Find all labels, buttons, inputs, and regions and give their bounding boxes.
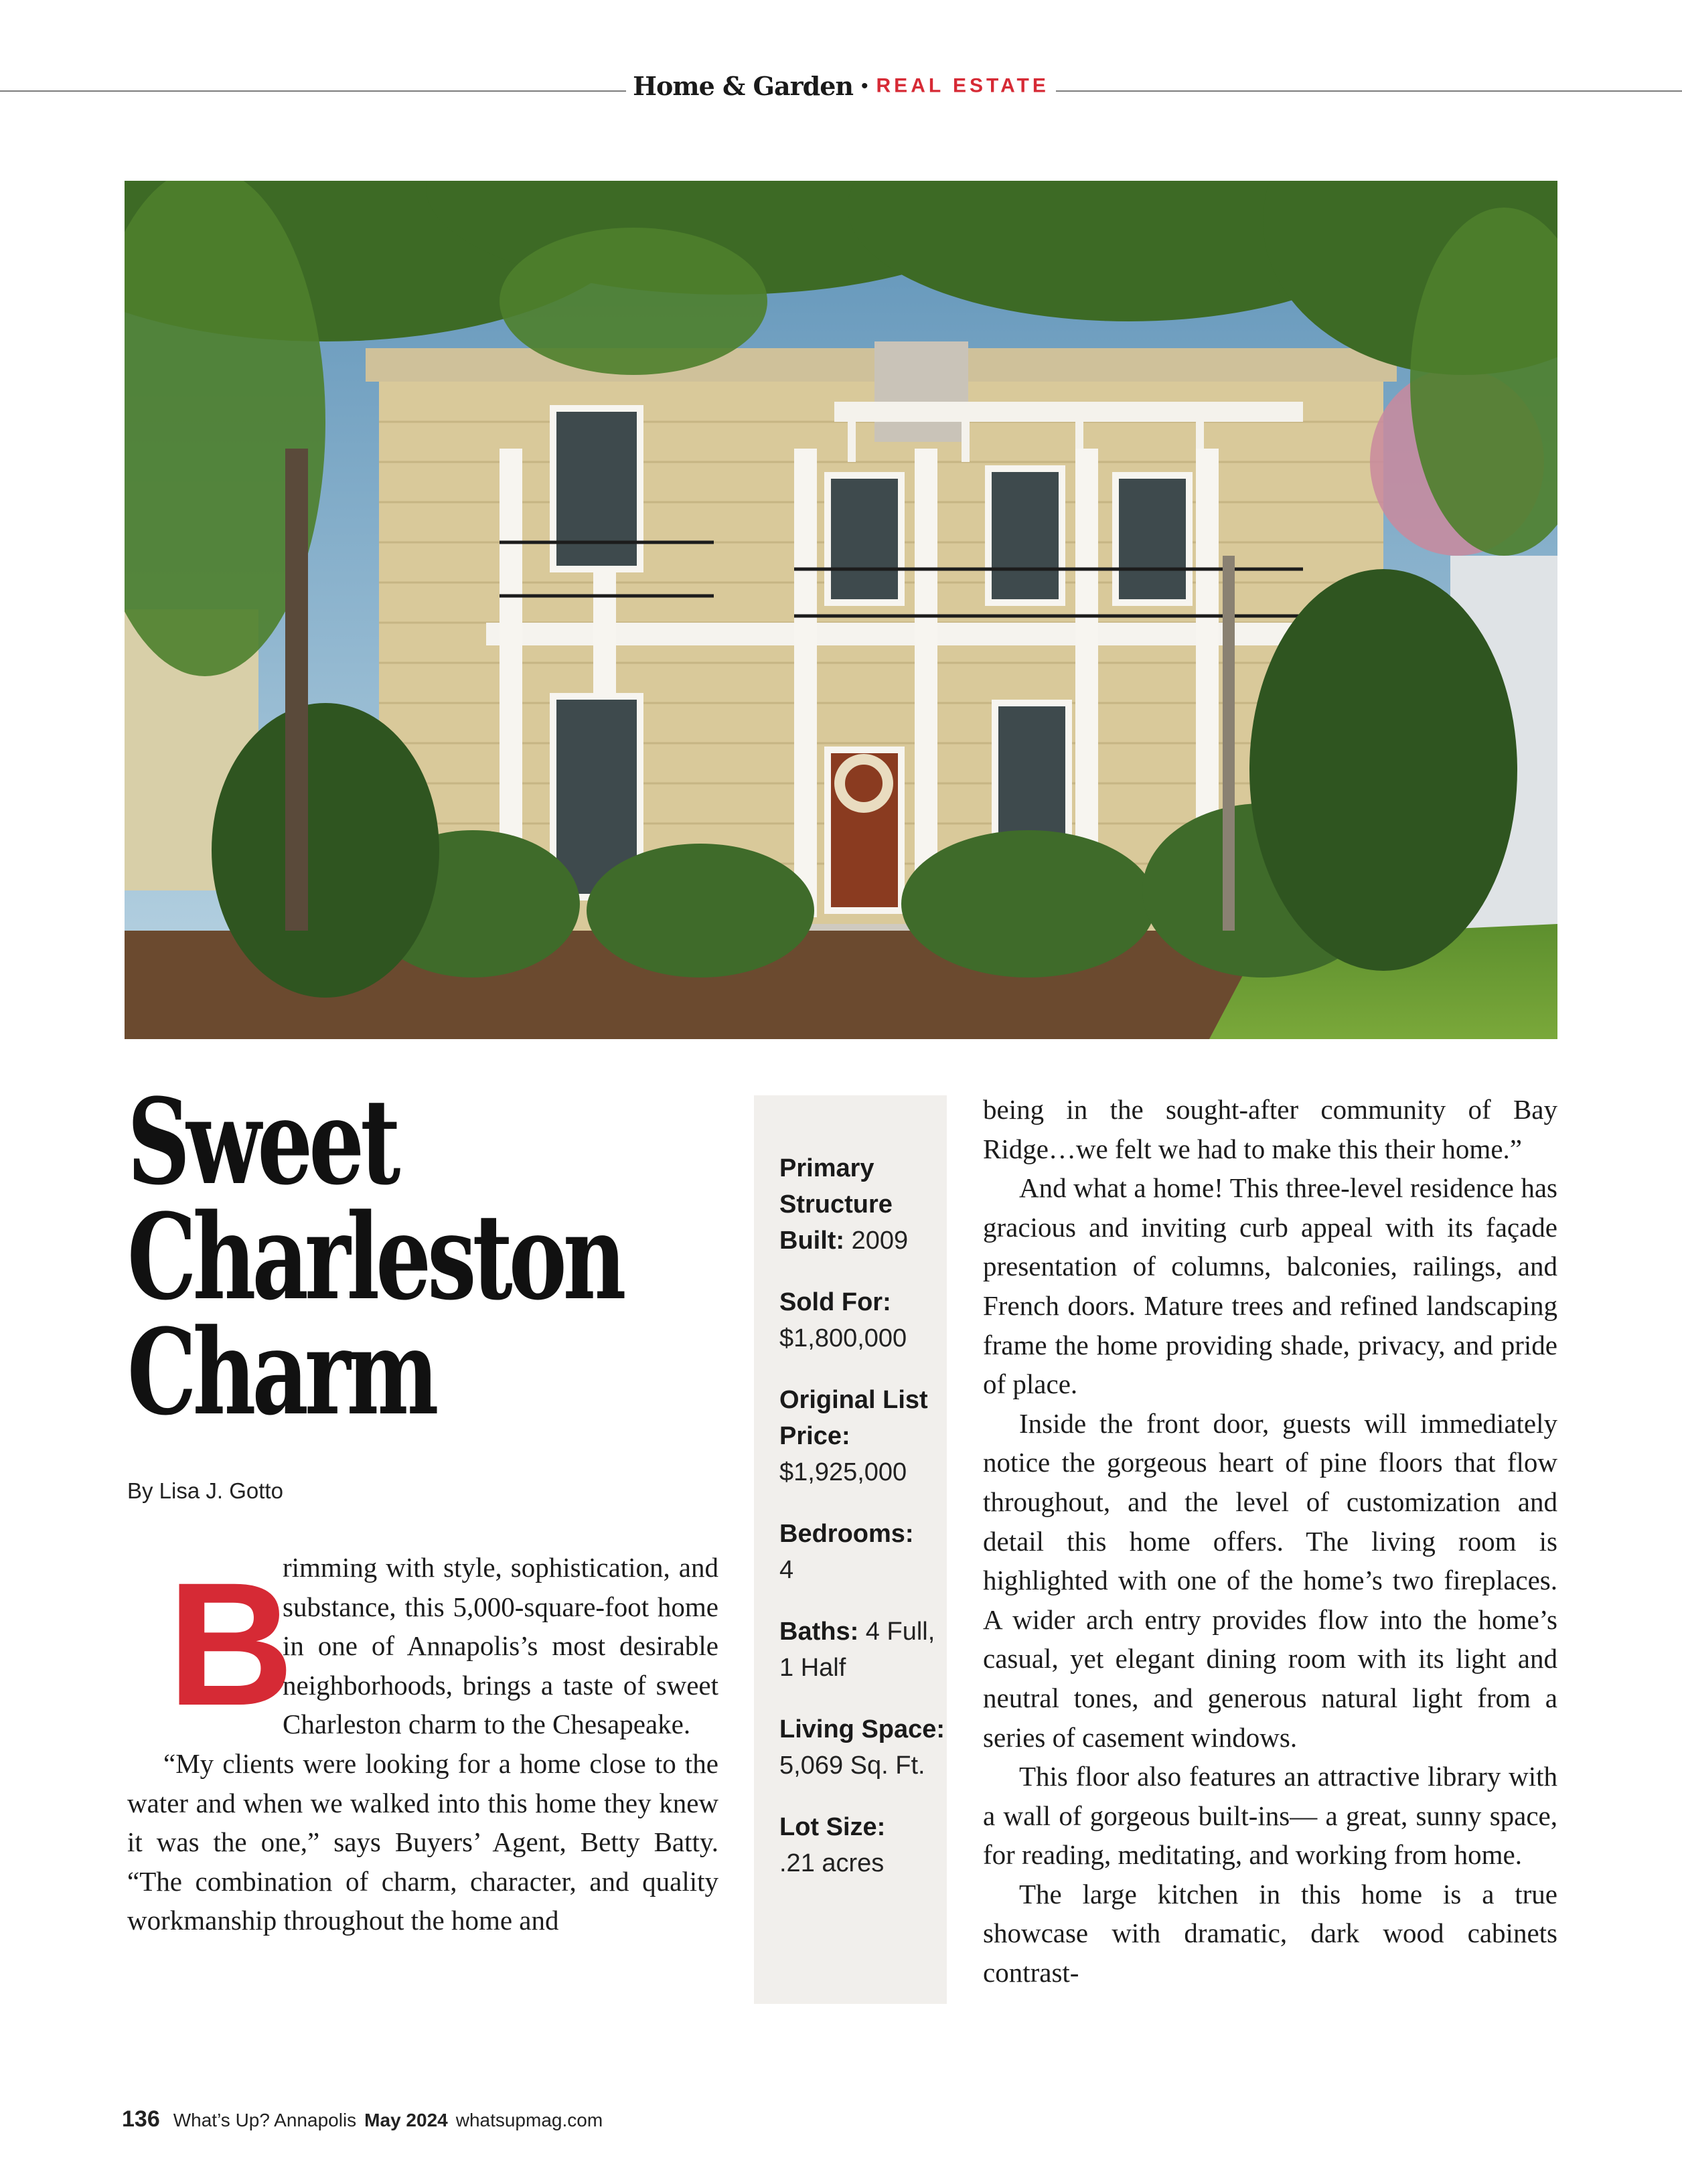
paragraph-1: rimming with style, sophistication, and substance, this 5,000-square-foot home in one of Annapolis’s most desirable neighborhoods, brings a taste of sweet Charleston charm to the Chesapeake.	[283, 1552, 718, 1740]
issue-date: May 2024	[364, 2110, 448, 2130]
fact-label: Lot Size:	[779, 1813, 886, 1841]
header-rule-right	[1056, 90, 1682, 92]
fact-label: Original List Price:	[779, 1386, 928, 1450]
title-line-2: Charleston	[127, 1188, 623, 1326]
fact-label: Primary Structure Built:	[779, 1154, 893, 1255]
byline: By Lisa J. Gotto	[127, 1478, 283, 1503]
fact-value: .21 acres	[779, 1849, 885, 1877]
fact-label: Sold For:	[779, 1288, 891, 1316]
fact-living-space	[779, 1711, 947, 1784]
page-number: 136	[122, 2106, 160, 2132]
fact-value: 4	[779, 1556, 794, 1584]
article-title	[127, 1073, 770, 1441]
paragraph-2: “My clients were looking for a home close to the water and when we walked into this home they knew it was the one,” says Buyers’ Agent, Betty Batty. “The combination of charm, character, and quality workmanship throughout the home and	[127, 1747, 718, 1936]
section-header	[626, 71, 1056, 101]
header-separator: •	[861, 74, 868, 97]
paragraph-3: being in the sought-after community of Bay Ridge…we felt we had to make this their home.”	[983, 1094, 1557, 1164]
fact-value: 5,069 Sq. Ft.	[779, 1751, 925, 1780]
fact-built	[779, 1150, 947, 1259]
fact-baths	[779, 1614, 947, 1686]
fact-value: 2009	[844, 1227, 909, 1255]
fact-lot-size	[779, 1809, 947, 1881]
drop-cap: B	[167, 1546, 295, 1742]
fact-label: Baths:	[779, 1618, 859, 1646]
paragraph-5: Inside the front door, guests will immediately notice the gorgeous heart of pine floors that flow throughout, and the level of customization and detail this home offers. The living room is highlighted with one of the home’s two fireplaces. A wider arch entry provides flow into the home’s casual, yet elegant dining room with its light and neutral tones, and generous natural light from a series of casement windows.	[983, 1407, 1557, 1753]
website-link[interactable]: whatsupmag.com	[455, 2110, 603, 2130]
paragraph-6: This floor also features an attractive library with a wall of gorgeous built-ins— a great, sunny space, for reading, meditating, and working from home.	[983, 1761, 1557, 1871]
fact-sold-for	[779, 1284, 947, 1356]
fact-list-price	[779, 1382, 947, 1490]
fact-label: Living Space:	[779, 1715, 945, 1743]
page-footer	[122, 2106, 603, 2132]
property-facts-sidebar	[754, 1095, 947, 2004]
article-column-1	[127, 1548, 718, 1940]
fact-value: $1,800,000	[779, 1324, 907, 1352]
house-photo	[125, 181, 1557, 1039]
house-photo-illustration	[125, 181, 1557, 1039]
fact-value: $1,925,000	[779, 1458, 907, 1486]
article-column-3	[983, 1090, 1557, 1993]
publication-name: What’s Up? Annapolis	[173, 2110, 357, 2130]
fact-value: 4 Full, 1 Half	[779, 1618, 935, 1682]
title-line-1: Sweet	[127, 1073, 397, 1211]
section-label: REAL ESTATE	[876, 74, 1049, 97]
fact-bedrooms	[779, 1516, 947, 1588]
fact-label: Bedrooms:	[779, 1520, 914, 1548]
paragraph-4: And what a home! This three-level residence has gracious and inviting curb appeal with its façade presentation of columns, balconies, railings, and French doors. Mature trees and refined landscaping frame the home providing shade, privacy, and pride of place.	[983, 1172, 1557, 1400]
title-line-3: Charm	[127, 1303, 435, 1441]
paragraph-7: The large kitchen in this home is a true showcase with dramatic, dark wood cabinets contrast-	[983, 1878, 1557, 1988]
magazine-section-brand: Home & Garden	[633, 71, 853, 101]
header-rule-left	[0, 90, 626, 92]
